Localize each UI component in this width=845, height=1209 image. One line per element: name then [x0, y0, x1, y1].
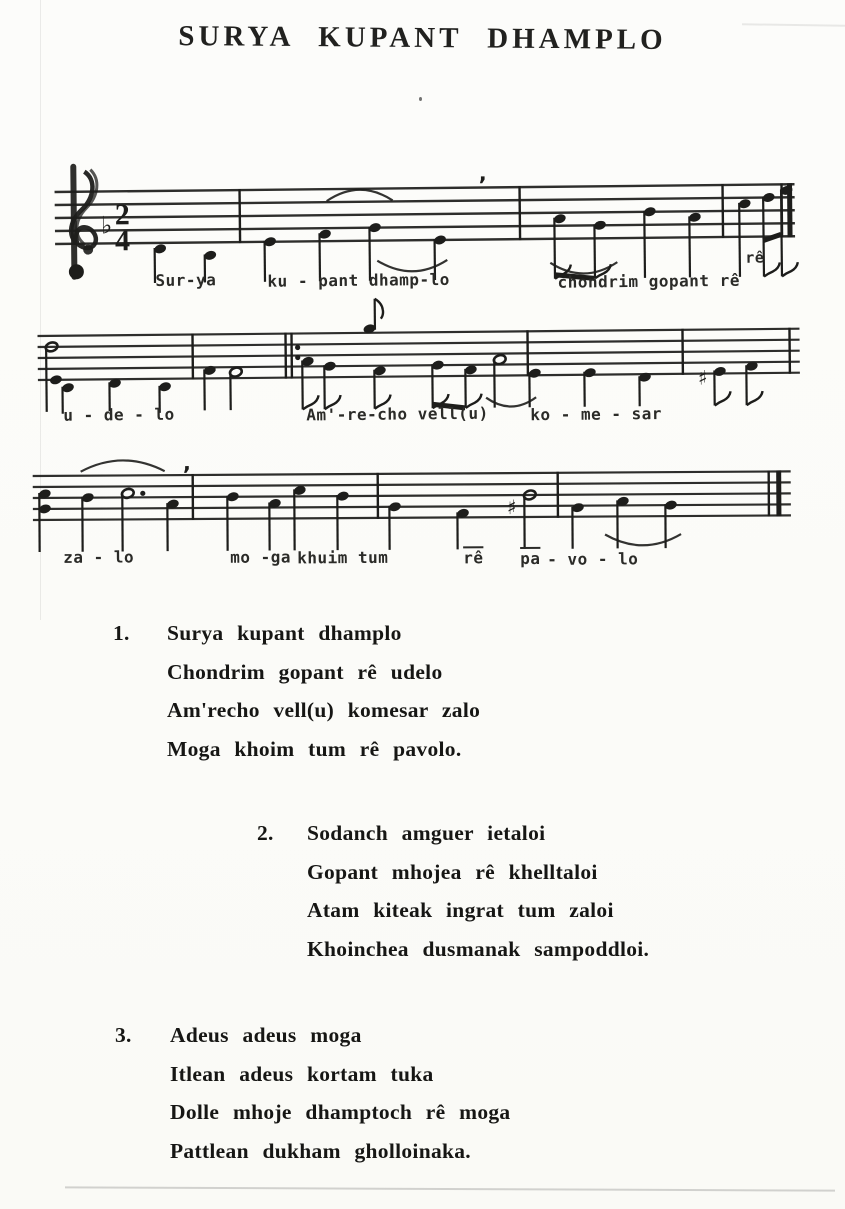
staff-1-annotation-re: rê [745, 248, 765, 267]
page-title: SURYA KUPANT DHAMPLO [178, 20, 667, 56]
staff-3-lyric-segment-overlined: $\overline{rê}$ [463, 548, 484, 568]
staff-3-svg [33, 463, 792, 568]
title-dot-mark [419, 97, 422, 101]
staff-2-lyric-segment: u - de - lo [63, 404, 175, 425]
svg-text:’: ’ [478, 173, 488, 199]
verse-line: Gopant mhojea rê khelltaloi [307, 859, 598, 884]
verse-line: Am'recho vell(u) komesar zalo [167, 698, 481, 722]
staff-1-lyric-segment: Sur-ya [155, 270, 217, 290]
staff-2-lyric-segment: ko - me - sar [530, 404, 663, 425]
verse-line: Dolle mhoje dhamptoch rê moga [170, 1100, 511, 1124]
verse-line: Surya kupant dhamplo [167, 621, 402, 645]
staff-3-lyric-segment-overlined: $\overline{pa}$ [520, 548, 541, 569]
staff-3-lyric-segment: za - lo [63, 547, 135, 567]
verse-1 [113, 614, 673, 768]
staff-3-lyric-segment: khuim tum [297, 547, 389, 568]
staff-2-lyric-segment: Am'-re-cho vell(u) [306, 403, 489, 425]
verse-2 [257, 814, 817, 968]
verse-line: Itlean adeus kortam tuka [170, 1061, 434, 1086]
svg-text:♯: ♯ [697, 365, 708, 390]
staff-1-lyric-segment: chondrim gopant rê [557, 270, 741, 292]
verse-line: Pattlean dukham gholloinaka. [170, 1138, 471, 1163]
svg-text:♭: ♭ [100, 211, 113, 240]
svg-text:’: ’ [182, 463, 192, 489]
svg-text:4: 4 [114, 224, 131, 258]
verse-line: Atam kiteak ingrat tum zaloi [307, 898, 614, 922]
staff-1-notation [54, 152, 796, 310]
staff-2-notation [37, 321, 800, 448]
staff-3-notation [33, 463, 792, 588]
scan-line-bottom [65, 1186, 835, 1191]
staff-3-lyric-segment: mo -ga [230, 547, 292, 567]
verse-2-number: 2. [257, 821, 274, 845]
verse-line: Adeus adeus moga [170, 1023, 362, 1047]
verse-1-number: 1. [113, 621, 130, 645]
staff-1-lyric-segment: ku - pant dhamp-lo [267, 269, 450, 291]
svg-text:2: 2 [114, 198, 130, 232]
verse-3 [115, 1016, 715, 1170]
verse-line: Sodanch amguer ietaloi [307, 821, 546, 845]
verse-3-number: 3. [115, 1023, 132, 1047]
svg-text:♯: ♯ [506, 495, 517, 520]
staff-3-lyric-segment: - vo - lo [547, 549, 639, 569]
verse-line: Moga khoim tum rê pavolo. [167, 736, 462, 761]
verse-line: Chondrim gopant rê udelo [167, 659, 443, 684]
verse-line: Khoinchea dusmanak sampoddloi. [307, 936, 650, 961]
